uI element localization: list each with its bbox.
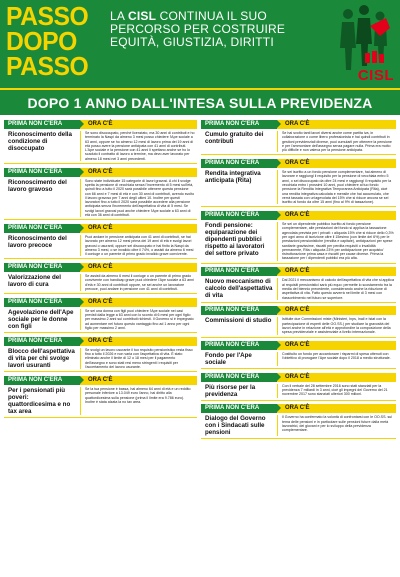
divider [201,438,396,439]
after-tag: ORA C'È [80,224,197,233]
entry-text: Se sei un dipendente pubblico iscritto al fondo pensione complementare, alle prestazioni del fondo si applica la tassazione agevolata prevista per i privati: • aliquota 15% che si riduce dello 0,3% per ogni anno di iscrizione oltre il 15esimo (con limite del 6%) per le prestazioni pensionistiche (rendita e capitale), anticipazioni per spese sanitarie gravissime, riscatti per perdita requisiti o invalidità permanente, Rita • aliquota 23% per anticipazione per acquisto/ ristrutturazione prima casa e riscatti per cause diverse. Prima la tassazione per i dipendenti pubblici era più alta. [277,222,396,261]
entry-body [201,168,396,204]
entry-body [201,276,396,299]
entry-tags [201,120,396,129]
entry-title: Più risorse per la previdenza [205,383,256,398]
header [0,0,400,88]
divider [4,163,197,164]
entry-tags [4,224,197,233]
entry-text: Se hai svolto tanti lavori diversi anche come partita iva, in collaborazione o come libero professionista e hai quindi contributi in gestioni previdenziali diverse, puoi cumularli per ottenere la pensione e per l'ammontare dell'assegno senza pagare nulla. Prima era molto più difficile e non valeva per la pensione anticipata. [277,131,396,152]
entry-title: Per i pensionati più poveri: quattordicesima e no tax area [8,386,71,415]
entry-body [201,315,396,334]
entry-tags [201,341,396,350]
entry-text: Se sei iscritto a un fondo pensione complementare, hai almeno di lavorare e raggiungi il requisito per la pensione di vecchiaia entro 5 anni, o sei disoccupato da oltre 24 mesi e raggiungi il requisito per la vecchiaia entro i prossimi 10 anni, puoi chiedere al tuo fondo pensione la Rendita Integrativa Temporanea Anticipata (Rita), cioè una rendita integrativa calcolata e mensile che hai accumulato, che verrà tassata con un'agevolata del 15% che si riduce ancora se sei iscritto al fondo da oltre 15 anni (fino al 9% di tassazione). [277,170,396,204]
entry-body [4,129,197,161]
comparison-entry [201,120,396,155]
cisl-logo-mark-icon [363,51,389,67]
tagline [110,10,320,49]
comparison-entry [4,263,197,294]
entry-tags [201,267,396,276]
comparison-entry [201,211,396,263]
entry-tags [4,168,197,177]
after-tag: ORA C'È [80,120,197,129]
cisl-logo [358,51,394,84]
banner [0,88,400,115]
entry-body [201,350,396,366]
comparison-entry [4,337,197,372]
after-tag: ORA C'È [80,263,197,272]
entry-body [4,272,197,291]
comparison-entry [4,298,197,333]
entry-body [4,385,197,415]
entry-body [4,307,197,330]
before-tag: PRIMA NON C'ERA [201,373,277,382]
before-tag: PRIMA NON C'ERA [201,341,277,350]
after-tag: ORA C'È [277,306,396,315]
campaign-title [6,1,98,81]
after-tag: ORA C'È [277,267,396,276]
left-column [4,120,197,422]
after-tag: ORA C'È [80,298,197,307]
right-column [201,120,396,443]
entry-title: Agevolazione dell'Ape sociale per le donne con figli [8,308,74,330]
before-tag: PRIMA NON C'ERA [201,211,277,220]
after-tag: ORA C'È [277,373,396,382]
divider [201,154,396,155]
title-line: PASSO [6,1,89,31]
entry-title: Blocco dell'aspettativa di vita per chi svolge lavori usuranti [8,347,75,369]
divider [4,258,197,259]
divider [4,332,197,333]
before-tag: PRIMA NON C'ERA [201,306,277,315]
divider [4,219,197,220]
entry-text: Se sei una donna con figli puoi chiedere l'Ape sociale nei casi previsti dalla legge a 63 anni con lo sconto di 6 mesi per ogni figlio per massimo 2 anni sui contributi richiesti. Il Governo si è impegnato ad aumentare nel futuro questo vantaggio fino ad 1 anno per ogni figlio per massimo 2 anni. [80,309,197,330]
before-tag: PRIMA NON C'ERA [4,298,80,307]
divider [201,206,396,207]
title-line: DOPO [6,26,77,56]
entry-title: Cumulo gratuito dei contributi [205,131,264,145]
entry-text: Se svolgi un lavoro usurante il tuo requisito pensionistico resta fisso fino a tutto il 2026 e non varia con l'aspettativa di vita. È stato eliminato anche il limite di 12 o 18 mesi per il pagamento dell'assegno e sono stati resi meno stringenti i requisiti per l'accertamento del lavoro usurante. [80,348,197,369]
entry-body [201,413,396,436]
tagline-rest: CONTINUA IL SUO PERCORSO PER COSTRUIRE EQUITÀ, GIUSTIZIA, DIRITTI [110,9,286,49]
divider [4,417,197,418]
entry-body [201,382,396,398]
divider [201,337,396,338]
divider [4,293,197,294]
tagline-brand: CISL [127,9,157,23]
before-tag: PRIMA NON C'ERA [4,120,80,129]
entry-title: Commissioni di studio [205,317,272,325]
comparison-entry [4,168,197,220]
comparison-entry [201,373,396,401]
entry-text: Se sono disoccupato, perché licenziato, ma 30 anni di contributi e ho terminato la Naspi da almeno 3 mesi posso chiedere l'Ape sociale a 63 anni, oppure se ho almeno 12 mesi di lavoro prima dei 19 anni di età posso avere la pensione anticipata con 41 anni di contributi. L'Ape sociale e la pensione con 41 anni li spettano anche se ho lo scaduto il contratto di lavoro a termine, ma devo aver lavorato per almeno 18 mesi nei 3 anni precedenti. [80,131,197,161]
comparison-entry [4,376,197,418]
entry-text: Istituite due Commissioni miste (Ministeri, Inps, Inail e Istat con la partecipazione di esperti delle OO.SS.) per studiare la gravosità dei lavori anche in relazione all'età e approfondire la composizione della spesa previdenziale e assistenziale a livello internazionale. [277,317,396,334]
entry-text: Puoi andare in pensione anticipata con 41 anni di contributi, se hai lavorato per almeno 12 mesi prima dei 19 anni di età e svolgi lavori gravosi o usuranti, oppure sei disoccupato e hai finito la Naspi da almeno 3 mesi, o se invalido oltre il 74%, o assisti da almeno 6 mesi il coniuge o un parente di primo grado invalido grave convivente. [80,235,197,256]
entry-body [4,177,197,218]
entry-text: Con il verbale del 28 settembre 2016 sono stati stanziati per la previdenza 7 miliardi in 3 anni, cioè gli impegni del Governo del 21 novembre 2017 sono stanziati ulteriori 300 milioni. [277,384,396,398]
entry-title: Riconoscimento del lavoro precoce [8,234,67,249]
entry-tags [4,337,197,346]
entry-title: Dialogo del Governo con i Sindacati sulle pensioni [205,415,266,437]
before-tag: PRIMA NON C'ERA [201,267,277,276]
entry-body [201,220,396,261]
divider [201,400,396,401]
entry-title: Riconoscimento della condizione di disoccupato [8,131,72,152]
comparison-entry [4,224,197,259]
entry-body [4,233,197,256]
entry-text: Costituito un fondo per accantonare i risparmi di spesa ottenuti con l'obiettivo di prorogare l'Ape sociale dopo il 2018 a medio strutturale. [277,352,396,366]
before-tag: PRIMA NON C'ERA [201,120,277,129]
entry-text: Se la tua pensione è bassa, hai almeno 64 anni di età e un reddito personale inferiore a 13.049 euro l'anno, hai diritto alla quattordicesima sulla pensione (prima il limite era 9.786 euro). Inoltre è stata alzata la no tax area. [80,387,197,415]
after-tag: ORA C'È [277,404,396,413]
after-tag: ORA C'È [80,337,197,346]
entry-tags [4,263,197,272]
tagline-prefix: LA [110,9,125,23]
before-tag: PRIMA NON C'ERA [201,404,277,413]
entry-text: Se assisti da almeno 6 mesi il coniuge o un parente di primo grado convivente con handicap grave puoi chiedere l'Ape sociale a 63 anni d'età e 30 anni di contributi oppure, se sei anche un lavoratore precoce, puoi andare in pensione con 41 anni di contributi. [80,274,197,291]
entry-tags [201,211,396,220]
entry-body [4,346,197,369]
entry-title: Riconoscimento del lavoro gravoso [8,178,67,193]
comparison-entry [201,404,396,439]
comparison-entry [201,267,396,302]
before-tag: PRIMA NON C'ERA [4,168,80,177]
before-tag: PRIMA NON C'ERA [4,376,80,385]
after-tag: ORA C'È [80,168,197,177]
before-tag: PRIMA NON C'ERA [201,159,277,168]
entry-tags [4,298,197,307]
divider [201,302,396,303]
entry-tags [201,404,396,413]
entry-title: Fondi pensione: equiparazione dei dipendenti pubblici rispetto ai lavoratori del settore privato [205,222,265,258]
comparison-entry [201,341,396,369]
before-tag: PRIMA NON C'ERA [4,263,80,272]
entry-title: Valorizzazione del lavoro di cura [8,274,61,289]
after-tag: ORA C'È [277,341,396,350]
after-tag: ORA C'È [277,211,396,220]
entry-tags [201,373,396,382]
before-tag: PRIMA NON C'ERA [4,337,80,346]
comparison-entry [201,159,396,207]
entry-body [201,129,396,152]
divider [201,368,396,369]
entry-title: Rendita integrativa anticipata (Rita) [205,170,261,185]
divider [4,371,197,372]
comparison-entry [4,120,197,164]
banner-title: DOPO 1 ANNO DALL'INTESA SULLA PREVIDENZA [27,94,373,111]
divider [201,263,396,264]
entry-text: Il Governo ha confermato la volontà di confrontarsi con le OO.SS. sul tema delle pensioni e in particolare sulle pensioni future dalla metà lavoratrici, dei giovani e per lo sviluppo della previdenza complementare. [277,415,396,436]
title-line: PASSO [6,51,89,81]
before-tag: PRIMA NON C'ERA [4,224,80,233]
entry-title: Fondo per l'Ape sociale [205,352,252,367]
entry-text: Dal 2021 il meccanismo di calcolo dell'aspettativa di vita che si applica ai requisiti pensionistici sarà più equo: permette lo scostamento tra la media del biennio precedente, considerando anche la riduzione di aspettativa di vita. Fatto questo avverrà nel limite di 3 mesi con riassorbimento nel futuro se superiore. [277,278,396,299]
after-tag: ORA C'È [277,159,396,168]
cisl-logo-text: CISL [357,67,394,84]
entry-tags [4,120,197,129]
after-tag: ORA C'È [277,120,396,129]
entry-tags [4,376,197,385]
entry-title: Nuovo meccanismo di calcolo dell'aspettativa di vita [205,278,273,300]
after-tag: ORA C'È [80,376,197,385]
entry-text: Sono state individuate 15 categorie di lavori gravosi. A chi li svolge spetta la pensione di vecchiaia senza l'incremento di 5 mesi sull'età, quindi fino a tutto il 2020 sarà possibile ottenere questa pensione con 66 anni e 7 mesi di età e con 30 anni di contributi, avendo svolto il lavoro gravoso per 7 anni degli ultimi 10. Inoltre per questi lavoratori fino a tutto il 2020 sarà possibile accedere alla pensione anticipata senza l'incremento dell'aspettativa di vita di 5 mesi. Se svolgi lavori gravosi puoi anche chiedere l'Ape sociale a 63 anni di età con 36 anni di contributi. [80,179,197,218]
entry-tags [201,306,396,315]
entry-tags [201,159,396,168]
comparison-entry [201,306,396,337]
